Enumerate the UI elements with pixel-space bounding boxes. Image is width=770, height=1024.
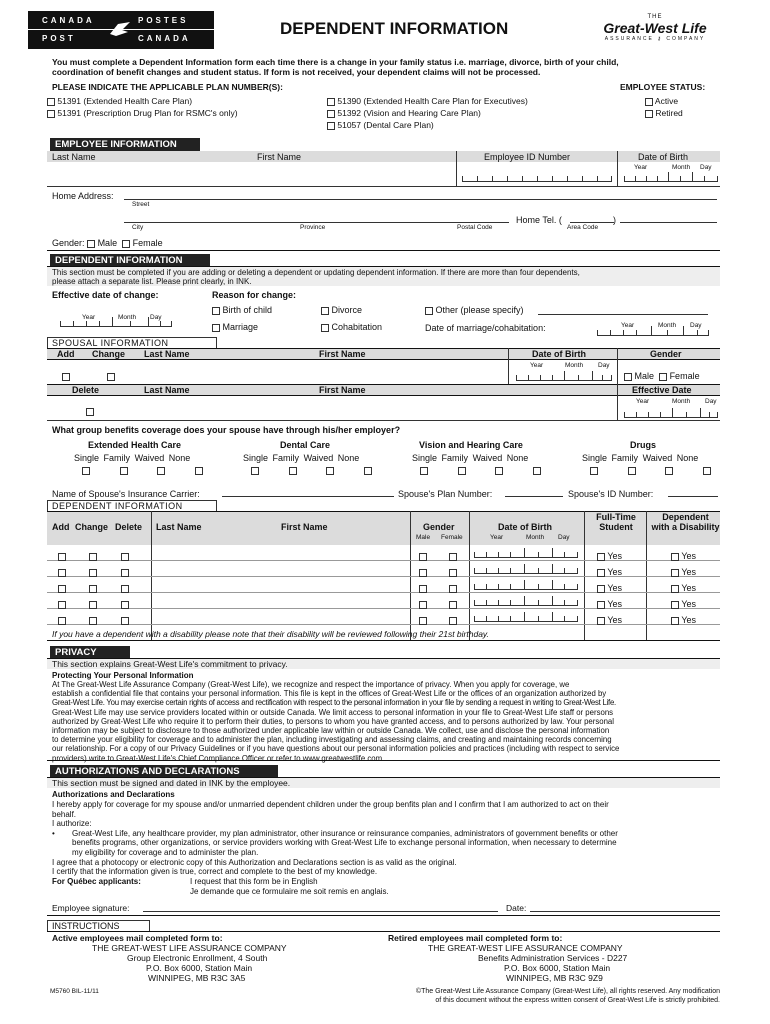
date-input[interactable] bbox=[530, 911, 720, 912]
form-title: DEPENDENT INFORMATION bbox=[280, 19, 509, 38]
auth-body: I hereby apply for coverage for my spouse and/or unmarried dependent children under the group benfits plan and I confirm that I am authorized to act on their behalf. I authorize: • Great-West Life, any healthcare provider, my plan administrator, other insurance or reinsurance companies, administrators of government benefits or other benefits programs, other organizations, or service providers working with Great-West Life to exchange personal information, when necessary to determine my eligibility for coverage and to administer the plan. I agree that a photocopy or electronic copy of this Authorization and Declarations section is as valid as the original. I certify that the information given is true, correct and complete to the best of my knowledge. bbox=[52, 800, 618, 877]
logo-text-canada: CANADA bbox=[42, 16, 95, 25]
coverage-question: What group benefits coverage does your spouse have through his/her employer? bbox=[52, 425, 401, 435]
postal-caption: Postal Code bbox=[457, 224, 493, 231]
section-instructions: INSTRUCTIONS bbox=[47, 920, 150, 932]
section-spousal-info: SPOUSAL INFORMATION bbox=[47, 337, 217, 349]
col-first-name: First Name bbox=[281, 522, 328, 532]
logo-name: Great-West Life bbox=[603, 20, 707, 36]
col-add: Add bbox=[57, 349, 75, 359]
female-label: Female bbox=[132, 238, 163, 248]
logo-company: COMPANY bbox=[666, 36, 706, 42]
spouse-add-checkbox[interactable] bbox=[62, 371, 70, 381]
col-fulltime: Full-Time Student bbox=[596, 512, 636, 532]
col-gender: Gender bbox=[650, 349, 682, 359]
col-dob: Date of Birth bbox=[638, 152, 689, 162]
row-divider bbox=[47, 915, 720, 916]
dep-month: Month bbox=[526, 534, 545, 541]
quebec-label: For Québec applicants: bbox=[52, 877, 141, 886]
divider bbox=[456, 151, 457, 186]
disability-footnote: If you have a dependent with a disability please note that their disability will be reviewed following their 21st birthday. bbox=[52, 629, 489, 639]
carrier-input[interactable] bbox=[222, 496, 394, 497]
privacy-body: At The Great-West Life Assurance Company (Great-West Life), we recognize and respect the importance of privacy. When you apply for coverage, we establish a confidential file that contains your personal information. This file is kept in the offices of Great-West Life or the offices of an organization authorized by Great-West Life. You may exercise certain rights of access and rectification with respect to the personal information in your file by sending a request in writing to Great-West Life. Great-West Life may use service providers located within or outside Canada. We limit access to personal information in your file to Great-West Life staff or persons authorized by Great-West Life who require it to perform their duties, to persons to whom you have granted access, and to persons authorized by law. Your personal information may be subject to disclosure to those authorized under applicable law within or outside Canada. We collect, use and disclose the personal information to determine your eligibility for coverage and to administer the plan, including investigating and assessing claims, and creating and maintaining records concerning our relationship. For a copy of our Privacy Guidelines or if you have questions about our personal information policies and practices (including with respect to service providers) write to Great-West Life's Chief Compliance Officer or refer to www.greatwestlife.com. bbox=[52, 680, 620, 763]
group-drugs: Drugs bbox=[630, 440, 657, 450]
dependent-note-1: This section must be completed if you are adding or deleting a dependent or updating dependent information. If there are more than four dependents, bbox=[52, 268, 580, 277]
canada-post-logo bbox=[28, 11, 214, 49]
employee-header-bar bbox=[47, 151, 720, 162]
ehc-options: Single Family Waived None bbox=[74, 453, 191, 463]
dep-year: Year bbox=[490, 534, 504, 541]
status-label: Retired bbox=[655, 108, 683, 118]
checkbox[interactable] bbox=[327, 98, 335, 106]
section-authorizations: AUTHORIZATIONS AND DECLARATIONS bbox=[50, 765, 278, 778]
dob-fields[interactable] bbox=[474, 548, 580, 622]
ef-year: Year bbox=[636, 398, 650, 405]
status-retired[interactable] bbox=[645, 108, 683, 118]
dental-checkboxes[interactable] bbox=[251, 465, 372, 475]
col-first-name: First Name bbox=[257, 152, 302, 162]
female-checkbox-column[interactable] bbox=[449, 548, 457, 628]
employee-dob-field[interactable] bbox=[624, 172, 718, 182]
dental-options: Single Family Waived None bbox=[243, 453, 360, 463]
area-caption: Area Code bbox=[567, 224, 599, 231]
dob-day: Day bbox=[700, 164, 712, 171]
key-icon: ⚷ bbox=[657, 36, 663, 42]
checkbox[interactable] bbox=[47, 98, 55, 106]
col-change: Change bbox=[92, 349, 126, 359]
drugs-options: Single Family Waived None bbox=[582, 453, 699, 463]
spouse-gender bbox=[624, 371, 700, 381]
plan-label: 51392 (Vision and Hearing Care Plan) bbox=[337, 108, 481, 118]
reason-cohabitation[interactable] bbox=[321, 322, 382, 332]
checkbox[interactable] bbox=[321, 307, 329, 315]
city-province-input[interactable] bbox=[124, 222, 509, 223]
status-label: Active bbox=[654, 96, 679, 106]
marriage-date-field[interactable] bbox=[597, 326, 709, 336]
divider bbox=[508, 348, 509, 384]
form-number: M5760 BIL-11/11 bbox=[50, 988, 99, 995]
logo-the: THE bbox=[647, 14, 663, 20]
retired-mail: Retired employees mail completed form to: THE GREAT-WEST LIFE ASSURANCE COMPANY Benefits Administration Services - D227 P.O. Box 6000, Station Main WINNIPEG, MB R3C 9Z9 bbox=[388, 933, 628, 983]
sp-day: Day bbox=[598, 362, 610, 369]
plan-prompt: PLEASE INDICATE THE APPLICABLE PLAN NUMBER(S): bbox=[52, 82, 283, 92]
col-gender: Gender bbox=[423, 522, 455, 532]
section-employee-info: EMPLOYEE INFORMATION bbox=[50, 138, 200, 151]
id-number-input[interactable] bbox=[668, 496, 718, 497]
female-checkbox[interactable] bbox=[659, 373, 667, 381]
privacy-heading: Protecting Your Personal Information bbox=[52, 671, 194, 680]
street-caption: Street bbox=[132, 201, 150, 208]
reason-birth[interactable] bbox=[212, 305, 272, 315]
col-last-name: Last Name bbox=[52, 152, 96, 162]
status-active[interactable] bbox=[645, 96, 678, 106]
disability-column[interactable]: Yes Yes Yes Yes Yes bbox=[671, 548, 696, 628]
quebec-text: I request that this form be in English Je demande que ce formulaire me soit remis en anglais. bbox=[190, 877, 389, 896]
paren: ) bbox=[613, 215, 616, 225]
phone-input[interactable] bbox=[620, 222, 717, 223]
vision-checkboxes[interactable] bbox=[420, 465, 541, 475]
dob-month: Month bbox=[672, 164, 691, 171]
delete-checkbox-column[interactable] bbox=[121, 548, 129, 628]
spouse-change-checkbox[interactable] bbox=[107, 371, 115, 381]
col-male: Male bbox=[416, 534, 431, 541]
street-input[interactable] bbox=[124, 199, 717, 200]
eff-day: Day bbox=[150, 314, 162, 321]
intro-line-1: You must complete a Dependent Information form each time there is a change in your family status i.e. marriage, divorce, birth of your child, bbox=[52, 57, 619, 67]
effective-date-field[interactable] bbox=[60, 317, 172, 327]
eff-month: Month bbox=[118, 314, 137, 321]
section-dependent-table: DEPENDENT INFORMATION bbox=[47, 500, 217, 512]
reason-marriage[interactable] bbox=[212, 322, 258, 332]
date-label: Date: bbox=[506, 903, 527, 913]
mar-month: Month bbox=[658, 322, 677, 329]
great-west-life-logo bbox=[580, 14, 730, 48]
home-address-label: Home Address: bbox=[52, 191, 114, 201]
logo-assurance: ASSURANCE bbox=[604, 36, 654, 42]
checkbox[interactable] bbox=[321, 324, 329, 332]
sp-month: Month bbox=[565, 362, 584, 369]
col-change: Change bbox=[75, 522, 109, 532]
other-reason-input[interactable] bbox=[538, 314, 708, 315]
status-prompt: EMPLOYEE STATUS: bbox=[620, 82, 706, 92]
col-add: Add bbox=[52, 522, 70, 532]
col-disability: Dependent with a Disability bbox=[651, 512, 720, 532]
plan-option-3[interactable] bbox=[327, 96, 528, 106]
spouse-delete-checkbox[interactable] bbox=[86, 406, 94, 416]
row-divider bbox=[47, 640, 720, 641]
plan-option-5[interactable] bbox=[327, 120, 434, 130]
reason-other[interactable] bbox=[425, 305, 524, 315]
section-dependent-info: DEPENDENT INFORMATION bbox=[50, 254, 210, 267]
gender-row bbox=[52, 238, 163, 248]
divider bbox=[617, 384, 618, 420]
eagle-icon bbox=[108, 20, 132, 40]
fulltime-column[interactable]: Yes Yes Yes Yes Yes bbox=[597, 548, 622, 628]
reason-text: Marriage bbox=[222, 322, 259, 332]
checkbox[interactable] bbox=[645, 110, 653, 118]
plan-label: 51057 (Dental Care Plan) bbox=[337, 120, 434, 130]
eff-year: Year bbox=[82, 314, 96, 321]
divider bbox=[617, 348, 618, 384]
female-checkbox[interactable] bbox=[122, 240, 130, 248]
logo-text-post: POST bbox=[42, 34, 76, 43]
reason-divorce[interactable] bbox=[321, 305, 362, 315]
col-dob: Date of Birth bbox=[532, 349, 586, 359]
sp-year: Year bbox=[530, 362, 544, 369]
auth-intro: This section must be signed and dated in INK by the employee. bbox=[52, 778, 291, 788]
province-caption: Province bbox=[300, 224, 326, 231]
plan-number-label: Spouse's Plan Number: bbox=[398, 489, 493, 499]
section-privacy: PRIVACY bbox=[50, 646, 130, 659]
col-first-name: First Name bbox=[319, 349, 366, 359]
male-checkbox[interactable] bbox=[87, 240, 95, 248]
reason-text: Cohabitation bbox=[331, 322, 383, 332]
checkbox[interactable] bbox=[645, 98, 653, 106]
marriage-date-label: Date of marriage/cohabitation: bbox=[425, 323, 546, 333]
city-caption: City bbox=[132, 224, 144, 231]
signature-input[interactable] bbox=[143, 911, 498, 912]
plan-number-input[interactable] bbox=[505, 496, 563, 497]
row-divider bbox=[47, 931, 720, 932]
reason-text: Other (please specify) bbox=[435, 305, 524, 315]
dependent-note-2: please attach a separate list. Please print clearly, in INK. bbox=[52, 277, 252, 286]
col-last-name: Last Name bbox=[156, 522, 202, 532]
employee-id-field[interactable] bbox=[462, 172, 612, 182]
male-label: Male bbox=[97, 238, 118, 248]
checkbox[interactable] bbox=[425, 307, 433, 315]
area-code-input[interactable] bbox=[570, 222, 614, 223]
plan-label: 51391 (Prescription Drug Plan for RSMC's only) bbox=[57, 108, 238, 118]
signature-label: Employee signature: bbox=[52, 903, 130, 913]
carrier-label: Name of Spouse's Insurance Carrier: bbox=[52, 489, 200, 499]
row-divider bbox=[47, 420, 720, 421]
effective-date-label: Effective date of change: bbox=[52, 290, 159, 300]
mar-year: Year bbox=[621, 322, 635, 329]
plan-label: 51390 (Extended Health Care Plan for Executives) bbox=[337, 96, 528, 106]
plan-option-1[interactable] bbox=[47, 96, 192, 106]
checkbox[interactable] bbox=[327, 122, 335, 130]
checkbox[interactable] bbox=[212, 307, 220, 315]
ef-day: Day bbox=[705, 398, 717, 405]
col-last-name-2: Last Name bbox=[144, 385, 190, 395]
checkbox[interactable] bbox=[47, 110, 55, 118]
col-last-name: Last Name bbox=[144, 349, 190, 359]
plan-label: 51391 (Extended Health Care Plan) bbox=[57, 96, 193, 106]
logo-text-canada-2: CANADA bbox=[138, 34, 191, 43]
spouse-effective-date-field[interactable] bbox=[624, 408, 718, 418]
row-divider bbox=[47, 186, 720, 187]
id-number-label: Spouse's ID Number: bbox=[568, 489, 654, 499]
col-employee-id: Employee ID Number bbox=[484, 152, 571, 162]
vision-options: Single Family Waived None bbox=[412, 453, 529, 463]
col-first-name-2: First Name bbox=[319, 385, 366, 395]
ehc-checkboxes[interactable] bbox=[82, 465, 203, 475]
group-vision: Vision and Hearing Care bbox=[419, 440, 523, 450]
checkbox[interactable] bbox=[327, 110, 335, 118]
gender-label: Gender: bbox=[52, 238, 85, 248]
reason-text: Divorce bbox=[331, 305, 363, 315]
reason-label: Reason for change: bbox=[212, 290, 297, 300]
add-checkbox-column[interactable] bbox=[58, 548, 66, 628]
dob-year: Year bbox=[634, 164, 648, 171]
group-ehc: Extended Health Care bbox=[88, 440, 182, 450]
plan-option-4[interactable] bbox=[327, 108, 481, 118]
intro-line-2: coordination of benefit changes and student status. If form is not received, your dependent claims will not be processed. bbox=[52, 67, 541, 77]
male-label: Male bbox=[634, 371, 655, 381]
drugs-checkboxes[interactable] bbox=[590, 465, 711, 475]
checkbox[interactable] bbox=[212, 324, 220, 332]
female-label: Female bbox=[669, 371, 700, 381]
col-dob: Date of Birth bbox=[498, 522, 552, 532]
col-female: Female bbox=[441, 534, 463, 541]
auth-heading: Authorizations and Declarations bbox=[52, 790, 175, 799]
copyright: ©The Great-West Life Assurance Company (Great-West Life), all rights reserved. Any modification of this document without the express written consent of Great-West Life is strictly prohibited. bbox=[415, 988, 720, 1004]
spouse-dob-field[interactable] bbox=[516, 371, 612, 381]
privacy-intro: This section explains Great-West Life's commitment to privacy. bbox=[52, 659, 288, 669]
group-dental: Dental Care bbox=[280, 440, 331, 450]
change-checkbox-column[interactable] bbox=[89, 548, 97, 628]
ef-month: Month bbox=[672, 398, 691, 405]
mar-day: Day bbox=[690, 322, 702, 329]
male-checkbox-column[interactable] bbox=[419, 548, 427, 628]
col-delete: Delete bbox=[72, 385, 100, 395]
row-divider bbox=[47, 760, 720, 761]
home-tel-label: Home Tel. ( bbox=[516, 215, 562, 225]
reason-text: Birth of child bbox=[222, 305, 273, 315]
dep-day: Day bbox=[558, 534, 570, 541]
male-checkbox[interactable] bbox=[624, 373, 632, 381]
col-effective-date: Effective Date bbox=[632, 385, 692, 395]
divider bbox=[617, 151, 618, 186]
plan-option-2[interactable] bbox=[47, 108, 238, 118]
logo-text-postes: POSTES bbox=[138, 16, 189, 25]
col-delete: Delete bbox=[115, 522, 143, 532]
active-mail: Active employees mail completed form to: THE GREAT-WEST LIFE ASSURANCE COMPANY Group Electronic Enrollment, 4 South P.O. Box 6000, Station Main WINNIPEG, MB R3C 3A5 bbox=[52, 933, 287, 983]
